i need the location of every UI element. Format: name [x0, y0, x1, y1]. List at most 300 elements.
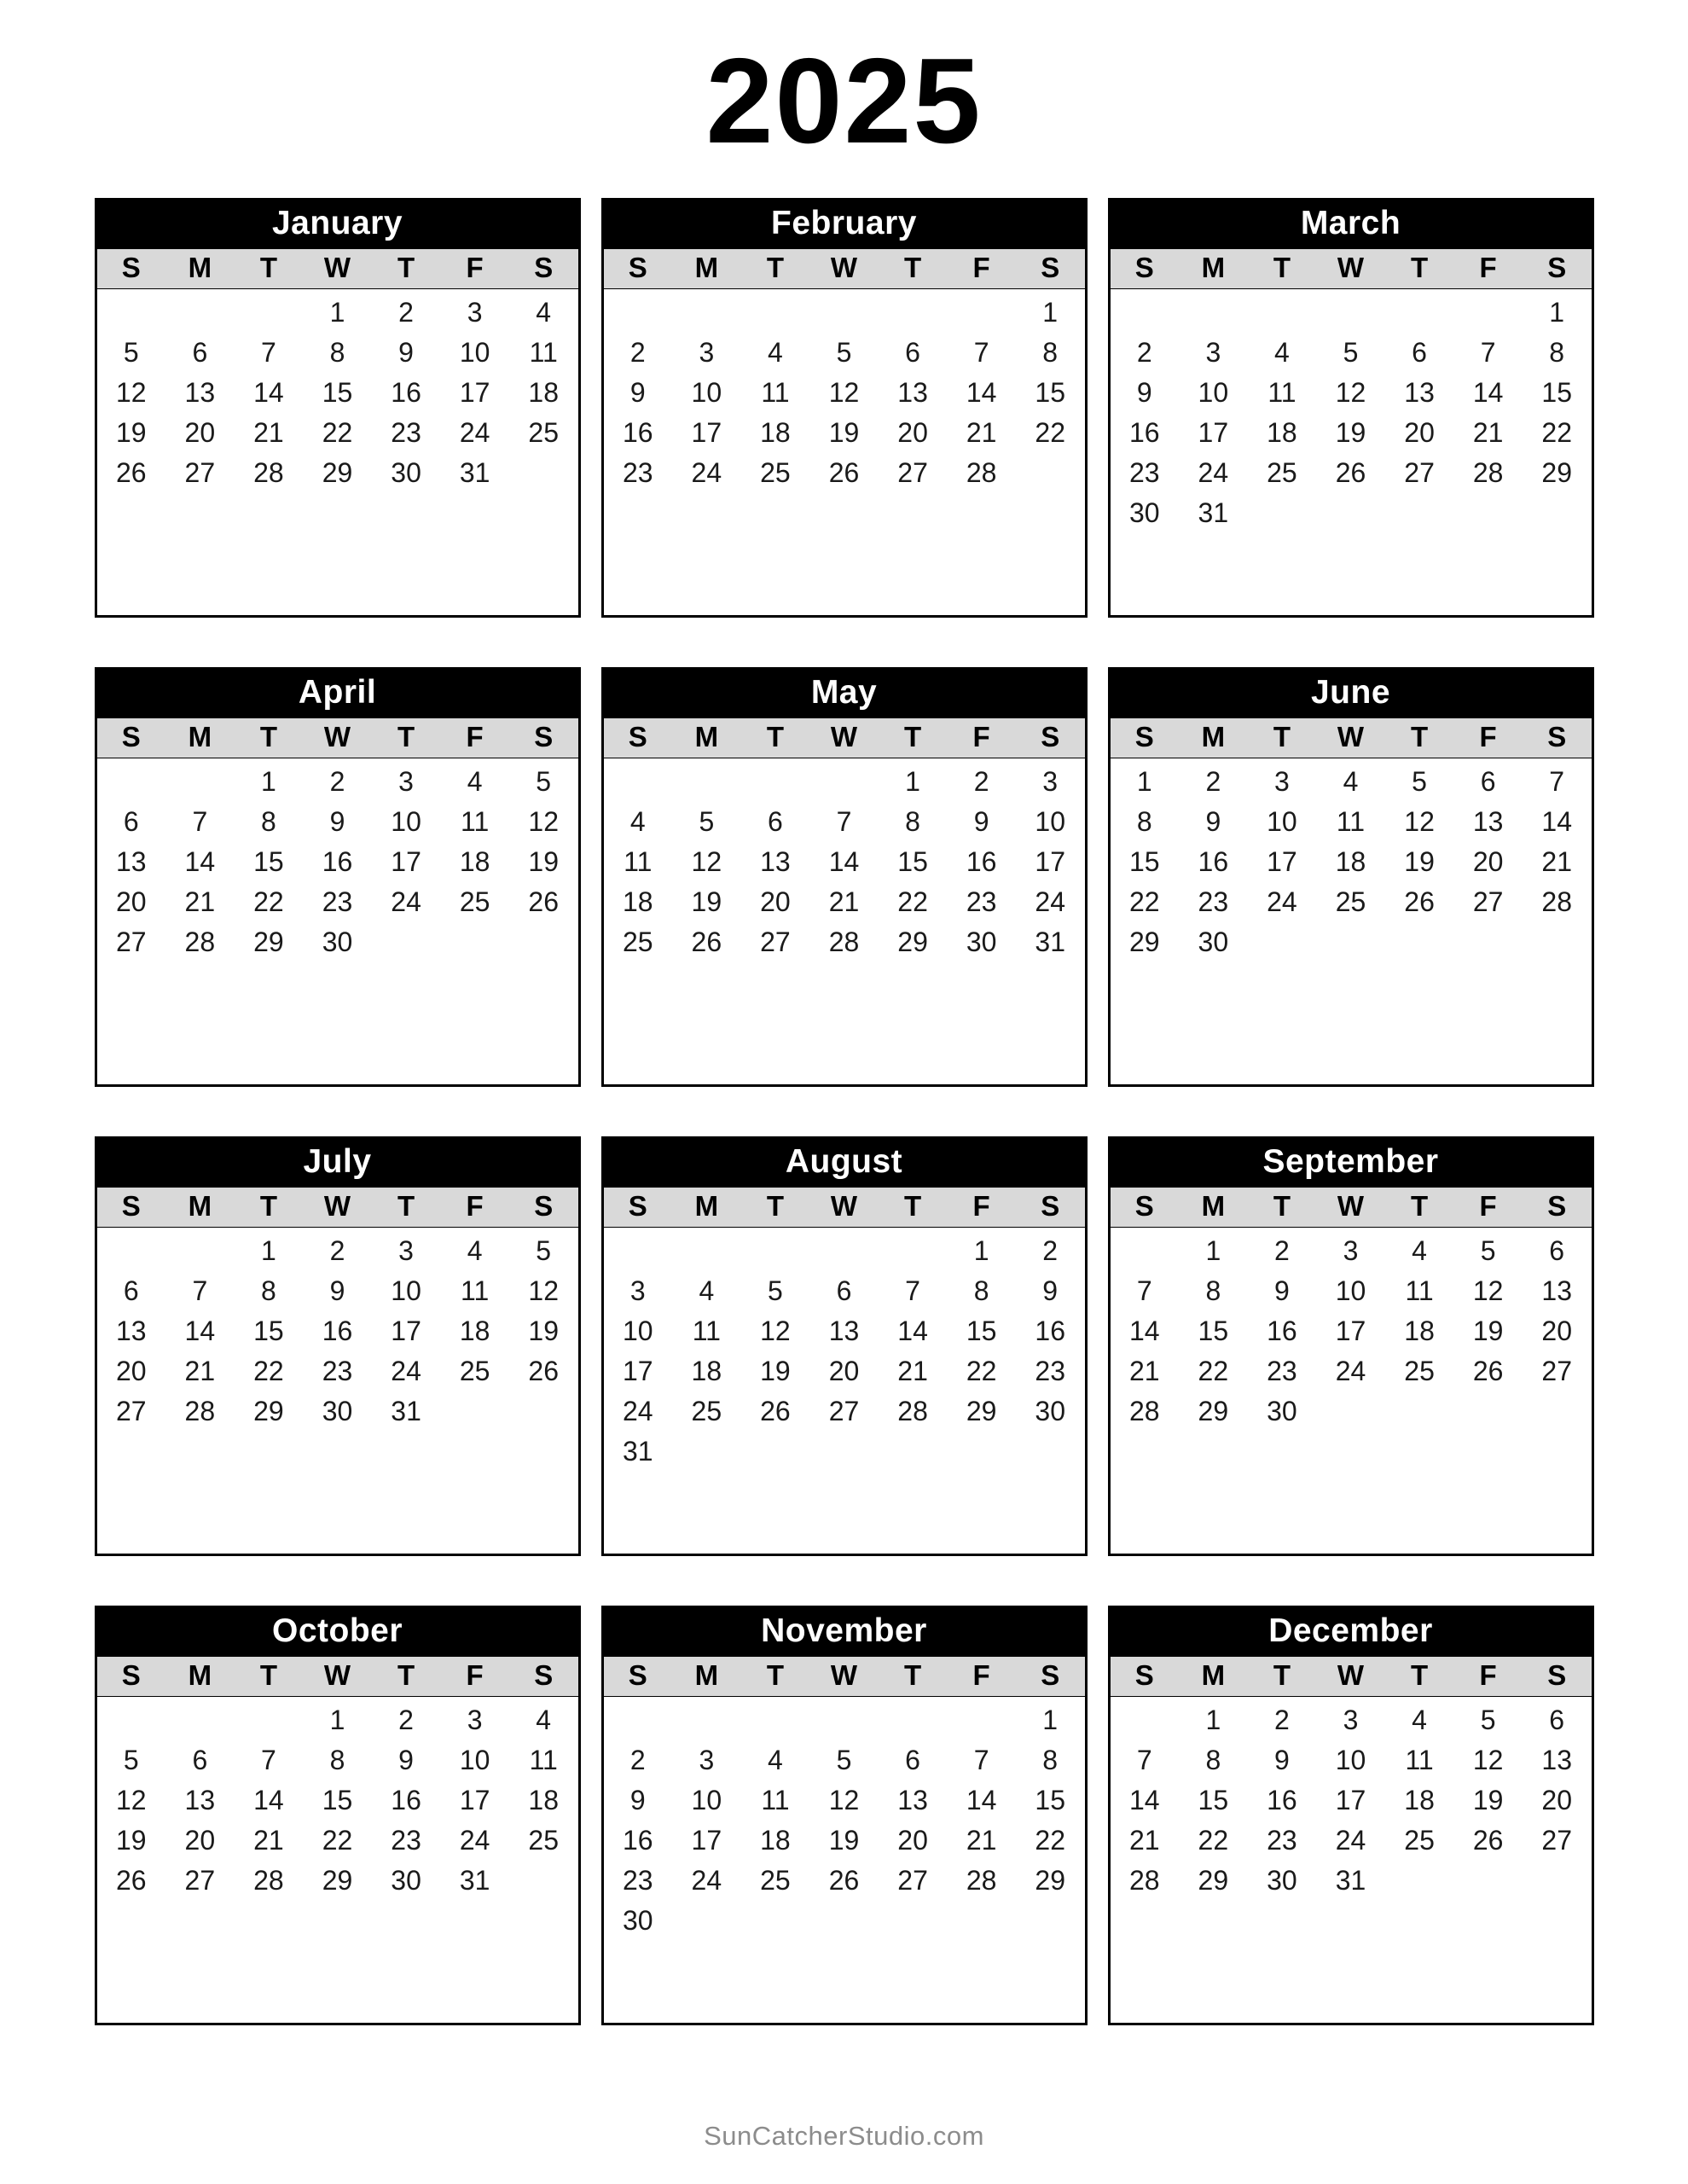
day-cell[interactable]: 30 [322, 1395, 353, 1426]
day-cell[interactable]: 3 [1042, 765, 1059, 797]
day-cell[interactable]: 29 [966, 1395, 997, 1426]
day-cell[interactable]: 28 [1128, 1864, 1160, 1896]
day-cell[interactable]: 21 [966, 416, 997, 448]
day-cell[interactable]: 2 [398, 296, 414, 328]
day-cell[interactable]: 12 [1404, 805, 1435, 837]
day-cell[interactable]: 23 [322, 1355, 353, 1386]
day-cell[interactable]: 4 [1343, 765, 1359, 797]
day-cell[interactable]: 16 [391, 376, 421, 408]
day-cell[interactable]: 30 [391, 456, 421, 488]
day-cell[interactable]: 18 [691, 1355, 722, 1386]
day-cell[interactable]: 23 [391, 1824, 421, 1856]
day-cell[interactable]: 11 [1336, 805, 1366, 837]
day-cell[interactable]: 12 [528, 1275, 559, 1306]
day-cell[interactable]: 5 [699, 805, 715, 837]
day-cell[interactable]: 3 [1205, 336, 1221, 368]
day-cell[interactable]: 23 [1128, 456, 1160, 488]
day-cell[interactable]: 23 [1035, 1355, 1065, 1386]
day-cell[interactable]: 25 [622, 926, 653, 957]
day-cell[interactable]: 28 [1472, 456, 1504, 488]
day-cell[interactable]: 31 [391, 1395, 421, 1426]
day-cell[interactable]: 18 [1404, 1315, 1435, 1346]
day-cell[interactable]: 17 [391, 1315, 421, 1346]
day-cell[interactable]: 25 [528, 1824, 559, 1856]
day-cell[interactable]: 5 [836, 1744, 852, 1775]
day-cell[interactable]: 2 [398, 1704, 414, 1735]
day-cell[interactable]: 7 [261, 336, 276, 368]
day-cell[interactable]: 8 [1136, 805, 1152, 837]
day-cell[interactable]: 18 [760, 1824, 791, 1856]
day-cell[interactable]: 18 [459, 1315, 490, 1346]
day-cell[interactable]: 29 [897, 926, 928, 957]
day-cell[interactable]: 4 [536, 1704, 552, 1735]
day-cell[interactable]: 12 [528, 805, 559, 837]
day-cell[interactable]: 29 [1128, 926, 1160, 957]
day-cell[interactable]: 18 [1267, 416, 1297, 448]
day-cell[interactable]: 20 [1541, 1784, 1572, 1815]
day-cell[interactable]: 23 [1198, 886, 1229, 917]
day-cell[interactable]: 19 [760, 1355, 791, 1386]
day-cell[interactable]: 1 [1549, 296, 1565, 328]
day-cell[interactable]: 28 [897, 1395, 928, 1426]
day-cell[interactable]: 20 [1541, 1315, 1572, 1346]
day-cell[interactable]: 19 [1472, 1315, 1504, 1346]
day-cell[interactable]: 15 [897, 845, 928, 877]
day-cell[interactable]: 11 [461, 805, 490, 837]
day-cell[interactable]: 9 [398, 1744, 414, 1775]
day-cell[interactable]: 28 [1541, 886, 1572, 917]
day-cell[interactable]: 20 [1404, 416, 1435, 448]
day-cell[interactable]: 29 [253, 1395, 284, 1426]
day-cell[interactable]: 11 [761, 1784, 790, 1815]
day-cell[interactable]: 25 [691, 1395, 722, 1426]
day-cell[interactable]: 1 [261, 1234, 276, 1266]
day-cell[interactable]: 20 [1472, 845, 1504, 877]
day-cell[interactable]: 3 [699, 336, 715, 368]
day-cell[interactable]: 1 [973, 1234, 989, 1266]
day-cell[interactable]: 2 [1136, 336, 1152, 368]
day-cell[interactable]: 4 [629, 805, 646, 837]
day-cell[interactable]: 22 [1035, 416, 1065, 448]
day-cell[interactable]: 25 [1404, 1824, 1435, 1856]
day-cell[interactable]: 15 [253, 845, 284, 877]
day-cell[interactable]: 2 [329, 1234, 345, 1266]
day-cell[interactable]: 5 [1412, 765, 1427, 797]
day-cell[interactable]: 13 [1404, 376, 1435, 408]
day-cell[interactable]: 20 [115, 1355, 147, 1386]
day-cell[interactable]: 6 [1549, 1704, 1565, 1735]
day-cell[interactable]: 5 [1480, 1704, 1496, 1735]
day-cell[interactable]: 28 [828, 926, 860, 957]
day-cell[interactable]: 20 [184, 416, 216, 448]
day-cell[interactable]: 3 [699, 1744, 715, 1775]
day-cell[interactable]: 11 [1267, 376, 1296, 408]
day-cell[interactable]: 15 [322, 1784, 353, 1815]
day-cell[interactable]: 21 [1541, 845, 1572, 877]
day-cell[interactable]: 24 [391, 886, 421, 917]
day-cell[interactable]: 24 [391, 1355, 421, 1386]
day-cell[interactable]: 16 [1198, 845, 1229, 877]
day-cell[interactable]: 12 [115, 376, 147, 408]
day-cell[interactable]: 26 [528, 886, 559, 917]
day-cell[interactable]: 23 [622, 456, 653, 488]
day-cell[interactable]: 8 [261, 805, 276, 837]
day-cell[interactable]: 13 [1541, 1744, 1572, 1775]
day-cell[interactable]: 8 [329, 336, 345, 368]
day-cell[interactable]: 28 [966, 456, 997, 488]
day-cell[interactable]: 15 [1198, 1784, 1229, 1815]
day-cell[interactable]: 7 [1136, 1275, 1152, 1306]
day-cell[interactable]: 26 [691, 926, 722, 957]
day-cell[interactable]: 19 [115, 1824, 147, 1856]
day-cell[interactable]: 6 [1412, 336, 1427, 368]
day-cell[interactable]: 14 [1128, 1315, 1160, 1346]
day-cell[interactable]: 10 [459, 1744, 490, 1775]
day-cell[interactable]: 17 [1267, 845, 1297, 877]
day-cell[interactable]: 23 [1267, 1824, 1297, 1856]
day-cell[interactable]: 29 [1198, 1395, 1229, 1426]
day-cell[interactable]: 27 [184, 456, 216, 488]
day-cell[interactable]: 6 [905, 336, 920, 368]
day-cell[interactable]: 25 [1404, 1355, 1435, 1386]
day-cell[interactable]: 7 [261, 1744, 276, 1775]
day-cell[interactable]: 22 [322, 416, 353, 448]
day-cell[interactable]: 5 [123, 1744, 139, 1775]
day-cell[interactable]: 11 [529, 336, 558, 368]
day-cell[interactable]: 16 [622, 1824, 653, 1856]
day-cell[interactable]: 13 [897, 376, 928, 408]
day-cell[interactable]: 24 [1198, 456, 1229, 488]
day-cell[interactable]: 24 [622, 1395, 653, 1426]
day-cell[interactable]: 16 [322, 845, 353, 877]
day-cell[interactable]: 1 [329, 296, 345, 328]
day-cell[interactable]: 22 [1128, 886, 1160, 917]
day-cell[interactable]: 3 [629, 1275, 646, 1306]
day-cell[interactable]: 7 [836, 805, 852, 837]
day-cell[interactable]: 21 [253, 1824, 284, 1856]
day-cell[interactable]: 3 [467, 1704, 483, 1735]
day-cell[interactable]: 27 [1541, 1355, 1572, 1386]
day-cell[interactable]: 23 [622, 1864, 653, 1896]
day-cell[interactable]: 10 [1198, 376, 1229, 408]
day-cell[interactable]: 20 [115, 886, 147, 917]
day-cell[interactable]: 24 [1335, 1824, 1366, 1856]
day-cell[interactable]: 28 [253, 456, 284, 488]
day-cell[interactable]: 8 [261, 1275, 276, 1306]
day-cell[interactable]: 28 [184, 926, 216, 957]
day-cell[interactable]: 27 [115, 1395, 147, 1426]
day-cell[interactable]: 24 [459, 1824, 490, 1856]
day-cell[interactable]: 12 [828, 376, 860, 408]
day-cell[interactable]: 12 [1472, 1744, 1504, 1775]
day-cell[interactable]: 15 [966, 1315, 997, 1346]
day-cell[interactable]: 28 [253, 1864, 284, 1896]
day-cell[interactable]: 2 [629, 336, 646, 368]
day-cell[interactable]: 1 [1205, 1704, 1221, 1735]
day-cell[interactable]: 14 [184, 845, 216, 877]
day-cell[interactable]: 30 [1035, 1395, 1065, 1426]
day-cell[interactable]: 11 [1405, 1744, 1434, 1775]
day-cell[interactable]: 7 [973, 336, 989, 368]
day-cell[interactable]: 22 [897, 886, 928, 917]
day-cell[interactable]: 17 [1335, 1784, 1366, 1815]
day-cell[interactable]: 12 [828, 1784, 860, 1815]
day-cell[interactable]: 2 [973, 765, 989, 797]
day-cell[interactable]: 17 [391, 845, 421, 877]
day-cell[interactable]: 9 [398, 336, 414, 368]
day-cell[interactable]: 10 [391, 805, 421, 837]
day-cell[interactable]: 12 [1472, 1275, 1504, 1306]
day-cell[interactable]: 2 [1274, 1704, 1290, 1735]
day-cell[interactable]: 7 [973, 1744, 989, 1775]
day-cell[interactable]: 16 [391, 1784, 421, 1815]
day-cell[interactable]: 13 [1541, 1275, 1572, 1306]
day-cell[interactable]: 4 [1412, 1704, 1427, 1735]
day-cell[interactable]: 11 [692, 1315, 721, 1346]
day-cell[interactable]: 14 [828, 845, 860, 877]
day-cell[interactable]: 23 [391, 416, 421, 448]
day-cell[interactable]: 9 [1274, 1744, 1290, 1775]
day-cell[interactable]: 1 [1042, 1704, 1059, 1735]
day-cell[interactable]: 25 [760, 1864, 791, 1896]
day-cell[interactable]: 30 [622, 1905, 653, 1936]
day-cell[interactable]: 28 [184, 1395, 216, 1426]
day-cell[interactable]: 9 [629, 1784, 646, 1815]
day-cell[interactable]: 11 [529, 1744, 558, 1775]
day-cell[interactable]: 15 [1128, 845, 1160, 877]
day-cell[interactable]: 7 [1136, 1744, 1152, 1775]
day-cell[interactable]: 9 [973, 805, 989, 837]
day-cell[interactable]: 10 [1267, 805, 1297, 837]
day-cell[interactable]: 10 [691, 376, 722, 408]
day-cell[interactable]: 22 [1198, 1824, 1229, 1856]
day-cell[interactable]: 6 [123, 1275, 139, 1306]
day-cell[interactable]: 9 [1205, 805, 1221, 837]
day-cell[interactable]: 21 [897, 1355, 928, 1386]
day-cell[interactable]: 14 [253, 1784, 284, 1815]
day-cell[interactable]: 26 [1404, 886, 1435, 917]
day-cell[interactable]: 18 [1404, 1784, 1435, 1815]
day-cell[interactable]: 7 [905, 1275, 920, 1306]
day-cell[interactable]: 21 [1128, 1355, 1160, 1386]
day-cell[interactable]: 2 [1205, 765, 1221, 797]
day-cell[interactable]: 24 [459, 416, 490, 448]
day-cell[interactable]: 14 [253, 376, 284, 408]
day-cell[interactable]: 29 [1198, 1864, 1229, 1896]
day-cell[interactable]: 15 [1198, 1315, 1229, 1346]
day-cell[interactable]: 18 [1335, 845, 1366, 877]
day-cell[interactable]: 6 [1549, 1234, 1565, 1266]
day-cell[interactable]: 5 [536, 1234, 552, 1266]
day-cell[interactable]: 14 [966, 1784, 997, 1815]
day-cell[interactable]: 6 [192, 336, 208, 368]
day-cell[interactable]: 31 [1035, 926, 1065, 957]
day-cell[interactable]: 2 [1274, 1234, 1290, 1266]
day-cell[interactable]: 7 [192, 805, 208, 837]
day-cell[interactable]: 27 [1404, 456, 1435, 488]
day-cell[interactable]: 13 [1472, 805, 1504, 837]
day-cell[interactable]: 20 [184, 1824, 216, 1856]
day-cell[interactable]: 22 [1035, 1824, 1065, 1856]
day-cell[interactable]: 8 [1042, 1744, 1059, 1775]
day-cell[interactable]: 9 [1136, 376, 1152, 408]
day-cell[interactable]: 25 [459, 886, 490, 917]
day-cell[interactable]: 31 [459, 1864, 490, 1896]
day-cell[interactable]: 26 [1472, 1355, 1504, 1386]
day-cell[interactable]: 26 [115, 456, 147, 488]
day-cell[interactable]: 27 [115, 926, 147, 957]
day-cell[interactable]: 2 [329, 765, 345, 797]
day-cell[interactable]: 9 [329, 805, 345, 837]
day-cell[interactable]: 10 [1335, 1275, 1366, 1306]
day-cell[interactable]: 6 [1480, 765, 1496, 797]
day-cell[interactable]: 15 [1035, 376, 1065, 408]
day-cell[interactable]: 15 [1035, 1784, 1065, 1815]
day-cell[interactable]: 25 [528, 416, 559, 448]
day-cell[interactable]: 31 [622, 1436, 653, 1467]
day-cell[interactable]: 4 [467, 1234, 483, 1266]
day-cell[interactable]: 10 [622, 1315, 653, 1346]
day-cell[interactable]: 22 [1541, 416, 1572, 448]
day-cell[interactable]: 19 [828, 1824, 860, 1856]
day-cell[interactable]: 13 [115, 1315, 147, 1346]
day-cell[interactable]: 7 [192, 1275, 208, 1306]
day-cell[interactable]: 10 [1335, 1744, 1366, 1775]
day-cell[interactable]: 5 [1480, 1234, 1496, 1266]
day-cell[interactable]: 24 [1335, 1355, 1366, 1386]
day-cell[interactable]: 17 [691, 1824, 722, 1856]
day-cell[interactable]: 13 [115, 845, 147, 877]
day-cell[interactable]: 29 [322, 1864, 353, 1896]
day-cell[interactable]: 20 [897, 1824, 928, 1856]
day-cell[interactable]: 25 [760, 456, 791, 488]
day-cell[interactable]: 11 [624, 845, 653, 877]
day-cell[interactable]: 16 [1267, 1315, 1297, 1346]
day-cell[interactable]: 9 [1274, 1275, 1290, 1306]
day-cell[interactable]: 27 [760, 926, 791, 957]
day-cell[interactable]: 10 [1035, 805, 1065, 837]
day-cell[interactable]: 5 [123, 336, 139, 368]
day-cell[interactable]: 19 [528, 1315, 559, 1346]
day-cell[interactable]: 8 [329, 1744, 345, 1775]
day-cell[interactable]: 23 [966, 886, 997, 917]
day-cell[interactable]: 17 [691, 416, 722, 448]
day-cell[interactable]: 20 [897, 416, 928, 448]
day-cell[interactable]: 9 [629, 376, 646, 408]
day-cell[interactable]: 26 [828, 1864, 860, 1896]
day-cell[interactable]: 24 [1035, 886, 1065, 917]
day-cell[interactable]: 9 [329, 1275, 345, 1306]
day-cell[interactable]: 30 [1198, 926, 1229, 957]
day-cell[interactable]: 3 [467, 296, 483, 328]
day-cell[interactable]: 4 [536, 296, 552, 328]
day-cell[interactable]: 17 [1335, 1315, 1366, 1346]
day-cell[interactable]: 10 [691, 1784, 722, 1815]
day-cell[interactable]: 17 [459, 376, 490, 408]
day-cell[interactable]: 16 [966, 845, 997, 877]
day-cell[interactable]: 29 [1541, 456, 1572, 488]
day-cell[interactable]: 14 [1541, 805, 1572, 837]
day-cell[interactable]: 30 [1267, 1864, 1297, 1896]
day-cell[interactable]: 14 [1472, 376, 1504, 408]
day-cell[interactable]: 23 [322, 886, 353, 917]
day-cell[interactable]: 8 [1205, 1744, 1221, 1775]
day-cell[interactable]: 27 [1541, 1824, 1572, 1856]
day-cell[interactable]: 21 [184, 1355, 216, 1386]
day-cell[interactable]: 8 [1042, 336, 1059, 368]
day-cell[interactable]: 1 [329, 1704, 345, 1735]
day-cell[interactable]: 24 [691, 456, 722, 488]
day-cell[interactable]: 13 [828, 1315, 860, 1346]
day-cell[interactable]: 12 [1335, 376, 1366, 408]
day-cell[interactable]: 26 [1335, 456, 1366, 488]
day-cell[interactable]: 21 [966, 1824, 997, 1856]
day-cell[interactable]: 1 [905, 765, 920, 797]
day-cell[interactable]: 27 [828, 1395, 860, 1426]
day-cell[interactable]: 4 [467, 765, 483, 797]
day-cell[interactable]: 4 [1274, 336, 1290, 368]
day-cell[interactable]: 17 [1035, 845, 1065, 877]
day-cell[interactable]: 22 [322, 1824, 353, 1856]
day-cell[interactable]: 6 [192, 1744, 208, 1775]
day-cell[interactable]: 5 [836, 336, 852, 368]
day-cell[interactable]: 1 [1136, 765, 1152, 797]
day-cell[interactable]: 15 [253, 1315, 284, 1346]
day-cell[interactable]: 24 [1267, 886, 1297, 917]
day-cell[interactable]: 7 [1549, 765, 1565, 797]
day-cell[interactable]: 10 [459, 336, 490, 368]
day-cell[interactable]: 4 [768, 1744, 783, 1775]
day-cell[interactable]: 9 [1042, 1275, 1059, 1306]
day-cell[interactable]: 26 [1472, 1824, 1504, 1856]
day-cell[interactable]: 8 [905, 805, 920, 837]
day-cell[interactable]: 25 [459, 1355, 490, 1386]
day-cell[interactable]: 14 [966, 376, 997, 408]
day-cell[interactable]: 19 [1404, 845, 1435, 877]
day-cell[interactable]: 30 [322, 926, 353, 957]
day-cell[interactable]: 31 [459, 456, 490, 488]
day-cell[interactable]: 21 [1128, 1824, 1160, 1856]
day-cell[interactable]: 7 [1480, 336, 1496, 368]
day-cell[interactable]: 3 [398, 1234, 414, 1266]
day-cell[interactable]: 8 [1205, 1275, 1221, 1306]
day-cell[interactable]: 17 [459, 1784, 490, 1815]
day-cell[interactable]: 13 [760, 845, 791, 877]
day-cell[interactable]: 21 [253, 416, 284, 448]
day-cell[interactable]: 24 [691, 1864, 722, 1896]
day-cell[interactable]: 21 [828, 886, 860, 917]
day-cell[interactable]: 19 [115, 416, 147, 448]
day-cell[interactable]: 26 [115, 1864, 147, 1896]
day-cell[interactable]: 27 [1472, 886, 1504, 917]
day-cell[interactable]: 2 [1042, 1234, 1059, 1266]
day-cell[interactable]: 29 [253, 926, 284, 957]
day-cell[interactable]: 1 [261, 765, 276, 797]
day-cell[interactable]: 12 [691, 845, 722, 877]
day-cell[interactable]: 8 [1549, 336, 1565, 368]
day-cell[interactable]: 20 [828, 1355, 860, 1386]
day-cell[interactable]: 26 [828, 456, 860, 488]
day-cell[interactable]: 15 [322, 376, 353, 408]
day-cell[interactable]: 10 [391, 1275, 421, 1306]
day-cell[interactable]: 18 [459, 845, 490, 877]
day-cell[interactable]: 17 [1198, 416, 1229, 448]
day-cell[interactable]: 5 [536, 765, 552, 797]
day-cell[interactable]: 12 [760, 1315, 791, 1346]
day-cell[interactable]: 22 [966, 1355, 997, 1386]
day-cell[interactable]: 27 [184, 1864, 216, 1896]
day-cell[interactable]: 19 [1472, 1784, 1504, 1815]
